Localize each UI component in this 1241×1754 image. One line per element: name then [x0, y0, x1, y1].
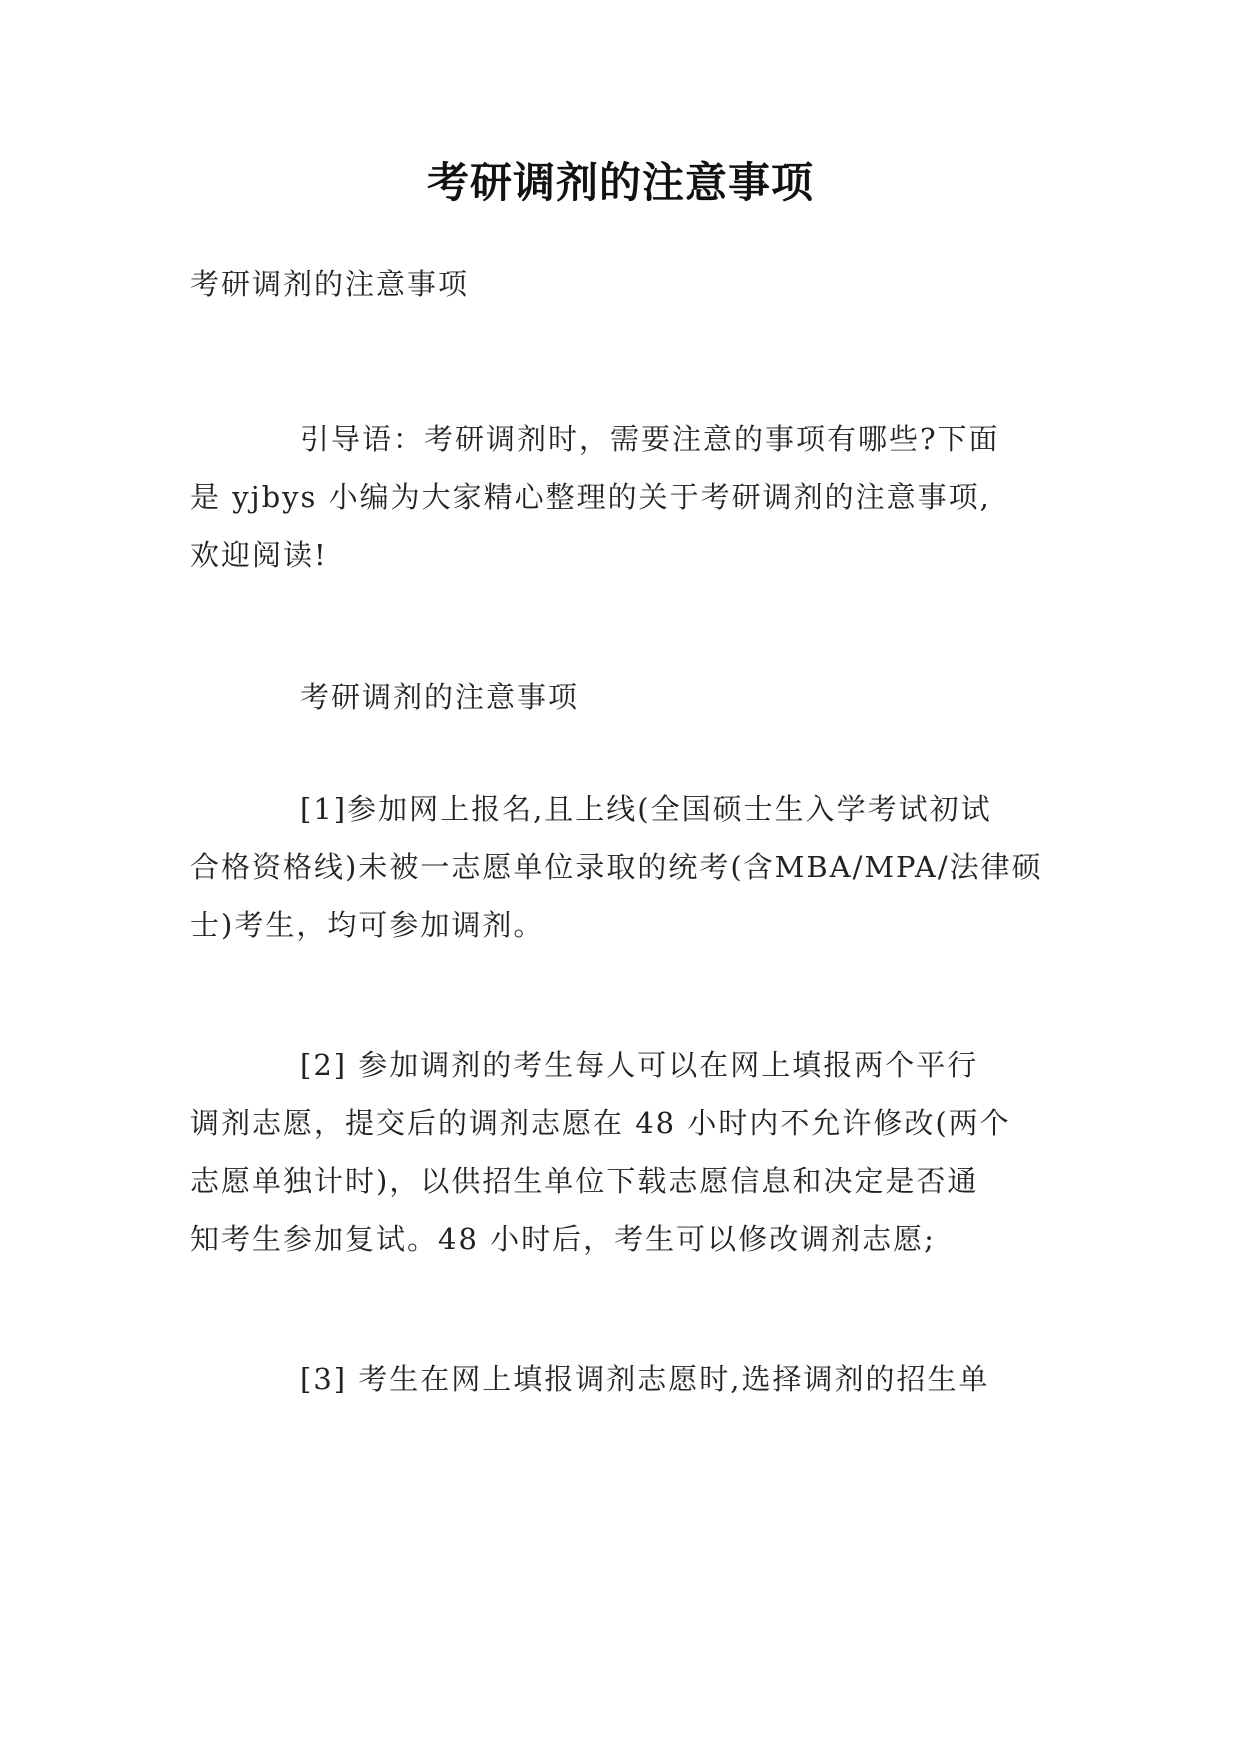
item-2-paragraph	[190, 1036, 1056, 1268]
item-2-line-4: 知考生参加复试。48 小时后，考生可以修改调剂志愿;	[190, 1222, 936, 1256]
item-2-line-2: 调剂志愿，提交后的调剂志愿在 48 小时内不允许修改(两个	[190, 1106, 1011, 1140]
section-heading-text: 考研调剂的注意事项	[300, 680, 580, 714]
item-3-paragraph	[190, 1350, 1056, 1408]
document-title: 考研调剂的注意事项	[426, 158, 814, 207]
document-subtitle	[190, 255, 1056, 313]
item-1-line-3: 士)考生，均可参加调剂。	[190, 908, 545, 942]
intro-line-3: 欢迎阅读!	[190, 538, 328, 572]
intro-paragraph	[190, 410, 1056, 584]
item-1-paragraph	[190, 780, 1056, 954]
item-1-line-1: [1]参加网上报名,且上线(全国硕士生入学考试初试	[300, 792, 992, 826]
section-heading	[190, 668, 1056, 726]
item-2-line-3: 志愿单独计时)，以供招生单位下载志愿信息和决定是否通	[190, 1164, 979, 1198]
item-3-line-1: [3] 考生在网上填报调剂志愿时,选择调剂的招生单	[300, 1362, 990, 1396]
intro-line-1: 引导语：考研调剂时，需要注意的事项有哪些?下面	[300, 422, 1000, 456]
item-1-line-2: 合格资格线)未被一志愿单位录取的统考(含MBA/MPA/法律硕	[190, 850, 1043, 884]
item-2-line-1: [2] 参加调剂的考生每人可以在网上填报两个平行	[300, 1048, 979, 1082]
subtitle-text: 考研调剂的注意事项	[190, 267, 470, 301]
intro-line-2: 是 yjbys 小编为大家精心整理的关于考研调剂的注意事项,	[190, 480, 991, 514]
